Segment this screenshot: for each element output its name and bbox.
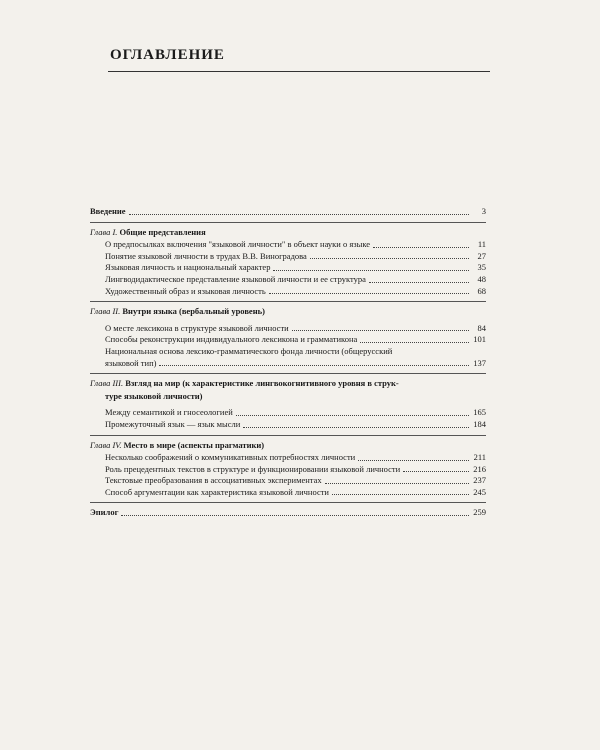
chapter-3-heading-continued [90, 391, 486, 403]
toc-intro-page: 3 [481, 206, 486, 216]
chapter-4-number: Глава IV. [90, 439, 122, 450]
chapter-2-title: Внутри языка (вербальный уровень) [122, 306, 265, 317]
toc-epilogue-label: Эпилог [90, 507, 119, 518]
toc-intro-label: Введение [90, 206, 126, 216]
chapter-2-number: Глава II. [90, 306, 121, 317]
toc-item-label: О предпосылках включения "языковой личности" в объект науки о языке [105, 239, 371, 250]
leader-dots [243, 427, 469, 428]
chapter-1-number: Глава I. [90, 226, 118, 237]
separator-rule [90, 502, 486, 503]
toc-item-label: Способы реконструкции индивидуального лексикона и грамматикона [105, 334, 358, 345]
toc-item-label: Между семантикой и гносеологией [105, 407, 233, 418]
toc-item-page: 68 [477, 285, 486, 296]
toc-item [90, 274, 486, 286]
toc-item-label: Способ аргументации как характеристика языковой личности [105, 486, 329, 497]
chapter-3-title: Взгляд на мир (к характеристике лингвокогнитивного уровня в струк- [125, 378, 399, 389]
page-title: ОГЛАВЛЕНИЕ [110, 47, 225, 63]
toc-item [90, 262, 486, 274]
table-of-contents [90, 206, 486, 519]
leader-dots [269, 293, 469, 294]
toc-epilogue-page: 259 [473, 507, 486, 518]
toc-item-page: 237 [473, 475, 486, 486]
toc-intro [90, 206, 486, 218]
toc-item [90, 419, 486, 431]
toc-item-page: 101 [473, 334, 486, 345]
leader-dots [292, 330, 469, 331]
chapter-4-heading [90, 440, 486, 452]
chapter-1-title: Общие представления [119, 226, 206, 237]
chapter-2-heading [90, 306, 486, 318]
leader-dots [236, 415, 469, 416]
toc-item [90, 346, 486, 358]
toc-item-label: Национальная основа лексико-грамматического фонда личности (общерусский [105, 345, 393, 356]
toc-item [90, 487, 486, 499]
leader-dots [403, 471, 469, 472]
toc-item-page: 137 [473, 357, 486, 368]
toc-item-label: О месте лексикона в структуре языковой личности [105, 322, 289, 333]
leader-dots [325, 483, 469, 484]
toc-item-page: 184 [473, 418, 486, 429]
toc-item-page: 11 [477, 239, 486, 250]
toc-item-page: 211 [473, 452, 486, 463]
toc-item [90, 407, 486, 419]
chapter-3-number: Глава III. [90, 378, 124, 389]
toc-item [90, 239, 486, 251]
toc-item [90, 452, 486, 464]
chapter-1-heading [90, 227, 486, 239]
toc-item-page: 216 [473, 463, 486, 474]
chapter-4-title: Место в мире (аспекты прагматики) [123, 439, 265, 450]
toc-item-page: 35 [477, 262, 486, 273]
toc-item-page: 245 [473, 486, 486, 497]
title-rule [108, 71, 490, 72]
leader-dots [373, 247, 469, 248]
leader-dots [273, 270, 469, 271]
toc-epilogue [90, 507, 486, 519]
toc-item [90, 334, 486, 346]
leader-dots [369, 282, 469, 283]
toc-item-page: 48 [477, 273, 486, 284]
toc-item-label: Художественный образ и языковая личность [105, 285, 266, 296]
separator-rule [90, 435, 486, 436]
toc-item-page: 27 [477, 250, 486, 261]
toc-item-label: Роль прецедентных текстов в структуре и функционировании языковой личности [105, 463, 401, 474]
leader-dots [360, 342, 469, 343]
leader-dots [121, 515, 469, 516]
separator-rule [90, 373, 486, 374]
leader-dots [310, 258, 469, 259]
toc-item [90, 475, 486, 487]
toc-item [90, 323, 486, 335]
separator-rule [90, 301, 486, 302]
toc-item [90, 464, 486, 476]
toc-item-label: Языковая личность и национальный характер [105, 262, 271, 273]
chapter-3-heading [90, 378, 486, 390]
separator-rule [90, 222, 486, 223]
toc-item-label: Понятие языковой личности в трудах В.В. Виноградова [105, 250, 307, 261]
leader-dots [332, 494, 469, 495]
leader-dots [358, 460, 469, 461]
toc-item [90, 286, 486, 298]
toc-item-label: Несколько соображений о коммуникативных потребностях личности [105, 452, 356, 463]
toc-item [90, 251, 486, 263]
toc-item-page: 84 [477, 322, 486, 333]
toc-item-label: Лингводидактическое представление языковой личности и ее структура [105, 273, 366, 284]
toc-item-continued [90, 358, 486, 370]
toc-item-label: Текстовые преобразования в ассоциативных экспериментах [105, 475, 322, 486]
toc-item-page: 165 [473, 407, 486, 418]
leader-dots [159, 365, 469, 366]
toc-item-label: Промежуточный язык — язык мысли [105, 418, 241, 429]
toc-item-label: языковой тип) [105, 357, 157, 368]
leader-dots [129, 214, 469, 215]
chapter-3-title-continued: туре языковой личности) [105, 390, 203, 401]
